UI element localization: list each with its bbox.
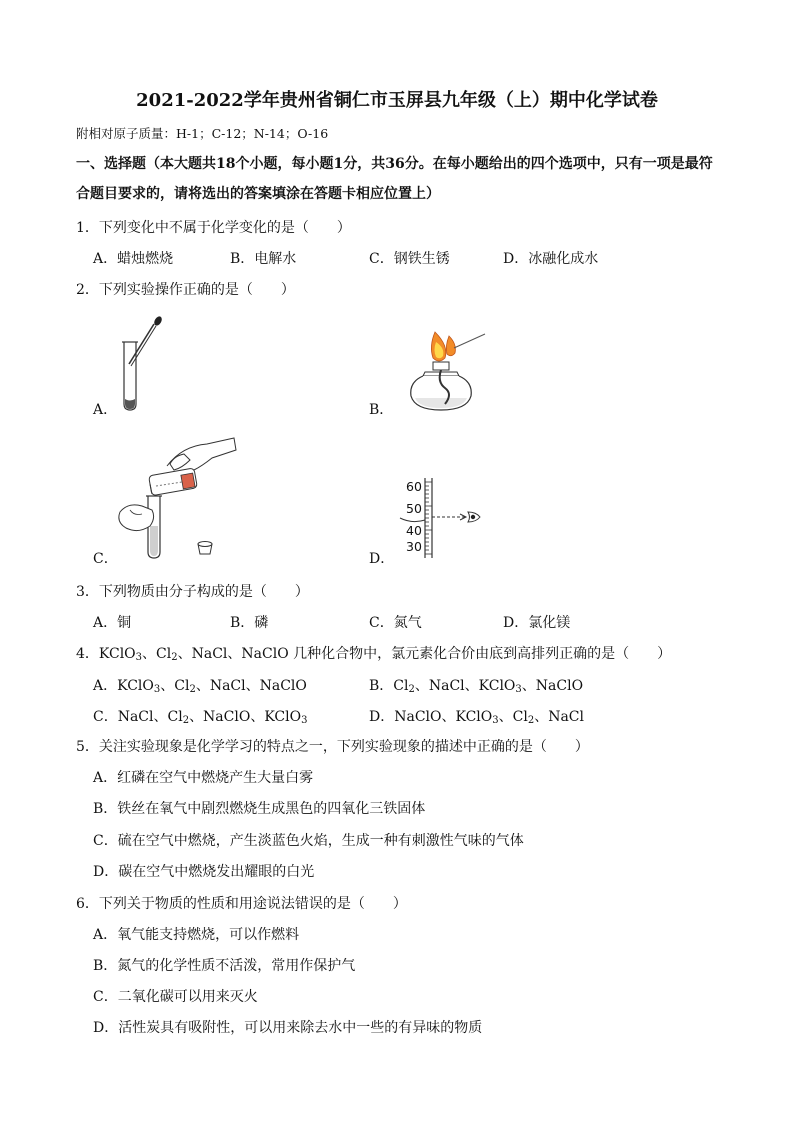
page-title: 2021-2022学年贵州省铜仁市玉屏县九年级（上）期中化学试卷	[136, 90, 658, 111]
question-5-option-c[interactable]: C．硫在空气中燃烧，产生淡蓝色火焰，生成一种有刺激性气味的气体	[93, 833, 524, 849]
cylinder-tick-50: 50	[406, 501, 422, 516]
question-2-option-d-label[interactable]: D．	[369, 551, 395, 567]
atomic-masses-note: 附相对原子质量：H-1；C-12；N-14；O-16	[76, 126, 329, 141]
question-5-option-b[interactable]: B．铁丝在氧气中剧烈燃烧生成黑色的四氧化三铁固体	[93, 801, 426, 817]
question-4-option-c[interactable]: C．NaCl、$Cl_2$、NaClO、KClO$_3$	[93, 709, 308, 726]
question-4-stem: 4．KClO$_3$、$Cl_2$、NaCl、NaClO 几种化合物中，氯元素化合价由底到高排列正确的是（ ）	[76, 646, 672, 663]
question-3-option-b[interactable]: B．磷	[230, 615, 269, 631]
question-4-option-a[interactable]: A．KClO$_3$、$Cl_2$、NaCl、NaClO	[93, 678, 307, 695]
question-1-option-d[interactable]: D．冰融化成水	[503, 251, 599, 267]
question-1-option-c[interactable]: C．钢铁生锈	[369, 251, 450, 267]
question-4-option-b[interactable]: B．$Cl_2$、NaCl、KClO$_3$、NaClO	[369, 678, 584, 695]
question-6-option-d[interactable]: D．活性炭具有吸附性，可以用来除去水中一些的有异味的物质	[93, 1020, 483, 1036]
question-2-option-b-label[interactable]: B．	[369, 402, 394, 418]
question-4-option-d[interactable]: D．NaClO、KClO$_3$、$Cl_2$、NaCl	[369, 709, 584, 726]
cylinder-tick-40: 40	[406, 523, 422, 538]
question-2-stem: 2．下列实验操作正确的是（ ）	[76, 282, 295, 298]
question-2-option-a-label[interactable]: A．	[93, 402, 118, 418]
pouring-liquid-icon	[112, 436, 242, 566]
question-6-stem: 6．下列关于物质的性质和用途说法错误的是（ ）	[76, 896, 407, 912]
question-6-option-b[interactable]: B．氮气的化学性质不活泼，常用作保护气	[93, 958, 356, 974]
question-5-stem: 5．关注实验现象是化学学习的特点之一，下列实验现象的描述中正确的是（ ）	[76, 739, 589, 755]
question-3-stem: 3．下列物质由分子构成的是（ ）	[76, 584, 309, 600]
question-3-option-a[interactable]: A．铜	[93, 615, 132, 631]
question-1-stem: 1．下列变化中不属于化学变化的是（ ）	[76, 220, 351, 236]
question-2-option-c-label[interactable]: C．	[93, 551, 118, 567]
cylinder-tick-60: 60	[406, 479, 422, 494]
question-1-option-b[interactable]: B．电解水	[230, 251, 297, 267]
alcohol-lamp-icon	[405, 326, 490, 416]
question-3-option-c[interactable]: C．氮气	[369, 615, 422, 631]
question-6-option-a[interactable]: A．氧气能支持燃烧，可以作燃料	[93, 927, 300, 943]
dropper-in-test-tube-icon	[112, 314, 172, 414]
question-5-option-d[interactable]: D．碳在空气中燃烧发出耀眼的白光	[93, 864, 315, 880]
question-5-option-a[interactable]: A．红磷在空气中燃烧产生大量白雾	[93, 770, 314, 786]
question-6-option-c[interactable]: C．二氧化碳可以用来灭火	[93, 989, 258, 1005]
section-heading-line2: 合题目要求的，请将选出的答案填涂在答题卡相应位置上）	[76, 186, 440, 202]
cylinder-tick-30: 30	[406, 539, 422, 554]
question-1-option-a[interactable]: A．蜡烛燃烧	[93, 251, 174, 267]
question-3-option-d[interactable]: D．氯化镁	[503, 615, 571, 631]
section-heading-line1: 一、选择题（本大题共18个小题，每小题1分，共36分。在每小题给出的四个选项中，只有一项是最符	[76, 156, 713, 172]
